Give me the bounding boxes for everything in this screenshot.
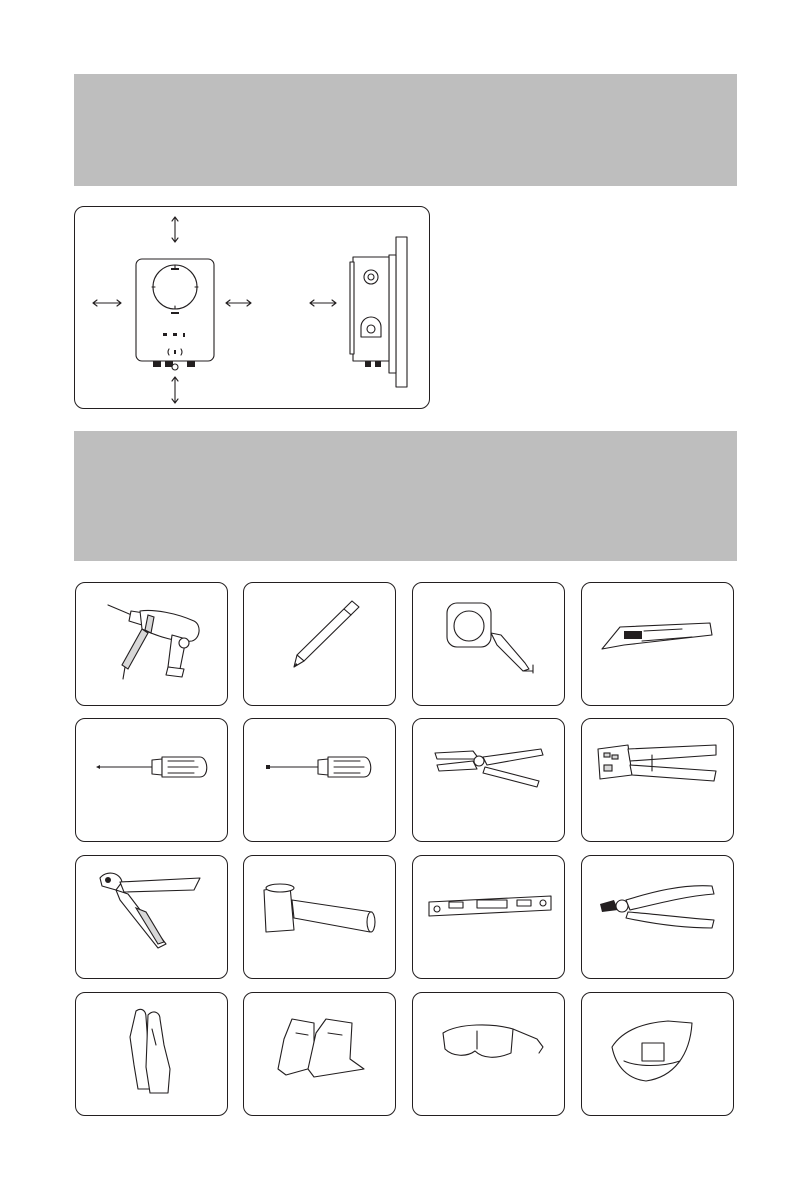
safety-boots-icon bbox=[244, 993, 397, 1117]
clearance-section-banner bbox=[74, 74, 737, 186]
dust-mask-icon bbox=[582, 993, 735, 1117]
tool-tile-flat-screwdriver bbox=[243, 718, 396, 842]
phillips-screwdriver-icon bbox=[76, 719, 229, 843]
tool-tile-rj45-crimper bbox=[581, 718, 734, 842]
crimping-tool-icon bbox=[76, 856, 229, 980]
tool-tile-hammer-drill bbox=[75, 582, 228, 706]
tools-section-banner bbox=[74, 431, 737, 561]
insulated-gloves-icon bbox=[76, 993, 229, 1117]
tool-tile-tape-measure bbox=[412, 582, 565, 706]
marker-pen-icon bbox=[244, 583, 397, 707]
charger-front-view bbox=[136, 259, 214, 370]
utility-knife-icon bbox=[582, 583, 735, 707]
clearance-diagram bbox=[74, 206, 430, 409]
tape-measure-icon bbox=[413, 583, 566, 707]
charger-side-view bbox=[350, 237, 407, 387]
tool-tile-safety-boots bbox=[243, 992, 396, 1116]
tool-tile-crimping-tool bbox=[75, 855, 228, 979]
rj45-crimper-icon bbox=[582, 719, 735, 843]
spirit-level-icon bbox=[413, 856, 566, 980]
tool-tile-rubber-mallet bbox=[243, 855, 396, 979]
tool-tile-diagonal-pliers bbox=[581, 855, 734, 979]
clearance-drawing bbox=[75, 207, 431, 410]
tool-tile-dust-mask bbox=[581, 992, 734, 1116]
tool-tile-marker-pen bbox=[243, 582, 396, 706]
flat-screwdriver-icon bbox=[244, 719, 397, 843]
wire-stripper-icon bbox=[413, 719, 566, 843]
tool-tile-insulated-gloves bbox=[75, 992, 228, 1116]
tool-tile-wire-stripper bbox=[412, 718, 565, 842]
safety-goggles-icon bbox=[413, 993, 566, 1117]
tool-tile-safety-goggles bbox=[412, 992, 565, 1116]
tool-tile-spirit-level bbox=[412, 855, 565, 979]
tool-tile-utility-knife bbox=[581, 582, 734, 706]
hammer-drill-icon bbox=[76, 583, 229, 707]
diagonal-pliers-icon bbox=[582, 856, 735, 980]
rubber-mallet-icon bbox=[244, 856, 397, 980]
tool-tile-phillips-screwdriver bbox=[75, 718, 228, 842]
